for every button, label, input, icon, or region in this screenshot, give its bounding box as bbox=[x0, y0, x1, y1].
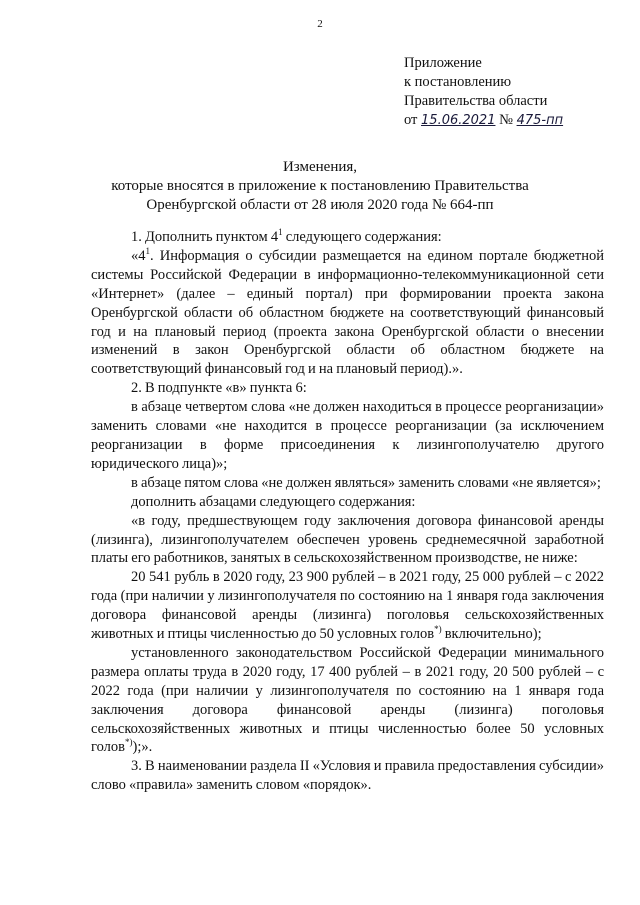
p8-text-a: 20 541 рубль в 2020 году, 23 900 рублей – в 2021 году, 25 000 рублей – с 2022 года (при наличии у лизингополучателя по состоянию на 1 января года заключения договора финансовой аренды (лизинга) поголовья сельскохозяйственных животных и птицы численностью до 50 условных голов bbox=[91, 569, 604, 643]
paragraph-9 bbox=[91, 644, 604, 757]
handwritten-date: 15.06.2021 bbox=[421, 113, 496, 128]
p9-text-b: );». bbox=[132, 739, 153, 756]
number-prefix: № bbox=[499, 112, 513, 128]
p8-superscript: *) bbox=[434, 624, 442, 635]
paragraph-5: в абзаце пятом слова «не должен являться» заменить словами «не является»; bbox=[131, 474, 601, 491]
paragraph-3: 2. В подпункте «в» пункта 6: bbox=[131, 380, 307, 397]
p1-superscript: 1 bbox=[278, 227, 283, 238]
date-prefix: от bbox=[404, 112, 418, 128]
paragraph-4: в абзаце четвертом слова «не должен находиться в процессе реорганизации» заменить словами «не находится в процессе реорганизации (за исключением реорганизации в форме присоединения к лизингополучателю другого юридического лица)»; bbox=[91, 399, 604, 472]
document-body bbox=[91, 228, 604, 795]
p8-text-b: включительно); bbox=[441, 626, 542, 643]
appendix-line-2: к постановлению bbox=[404, 74, 512, 90]
handwritten-number: 475-пп bbox=[516, 113, 564, 128]
page-number: 2 bbox=[317, 18, 323, 30]
title-line-3: Оренбургской области от 28 июля 2020 года № 664-пп bbox=[146, 197, 494, 213]
p1-text-b: следующего содержания: bbox=[282, 229, 442, 245]
paragraph-6: дополнить абзацами следующего содержания: bbox=[131, 493, 416, 510]
paragraph-2 bbox=[91, 247, 604, 379]
title-line-2: которые вносятся в приложение к постановлению Правительства bbox=[111, 178, 529, 194]
p2-superscript: 1 bbox=[145, 246, 150, 257]
title-line-1: Изменения, bbox=[282, 159, 358, 175]
p2-text-b: . Информация о субсидии размещается на едином портале бюджетной системы Российской Федерации в информационно-телекоммуникационной сети «Интернет» (далее – единый портал) при формировании проекта закона Оренбургской области об областном бюджете на соответствующий финансовый год и на плановый период (проекта закона Оренбургской области о внесении изменений в закон Оренбургской области об областном бюджете на соответствующий финансовый год и на плановый период).». bbox=[91, 247, 604, 378]
document-title bbox=[80, 158, 560, 215]
p1-text-a: 1. Дополнить пунктом 4 bbox=[131, 229, 279, 245]
paragraph-1 bbox=[91, 228, 604, 247]
paragraph-10: 3. В наименовании раздела II «Условия и правила предоставления субсидии» слово «правила» заменить словом «порядок». bbox=[91, 758, 604, 794]
appendix-line-1: Приложение bbox=[404, 55, 482, 71]
appendix-date-line bbox=[404, 111, 563, 130]
appendix-line-3: Правительства области bbox=[404, 93, 548, 109]
p9-text-a: установленного законодательством Российской Федерации минимального размера оплаты труда в 2020 году, 17 400 рублей – в 2021 году, 20 500 рублей – с 2022 года (при наличии у лизингополучателя по состоянию на 1 января года заключения договора финансовой аренды (лизинга) поголовья сельскохозяйственных животных и птицы численностью более 50 условных голов bbox=[91, 644, 604, 756]
appendix-header bbox=[404, 54, 563, 130]
paragraph-8 bbox=[91, 568, 604, 644]
p2-text-a: «4 bbox=[131, 247, 146, 264]
p9-superscript: *) bbox=[124, 737, 133, 748]
paragraph-7: «в году, предшествующем году заключения договора финансовой аренды (лизинга), лизингополучателем обеспечен уровень среднемесячной заработной платы его работников, занятых в сельскохозяйственном производстве, не ниже: bbox=[91, 512, 604, 567]
